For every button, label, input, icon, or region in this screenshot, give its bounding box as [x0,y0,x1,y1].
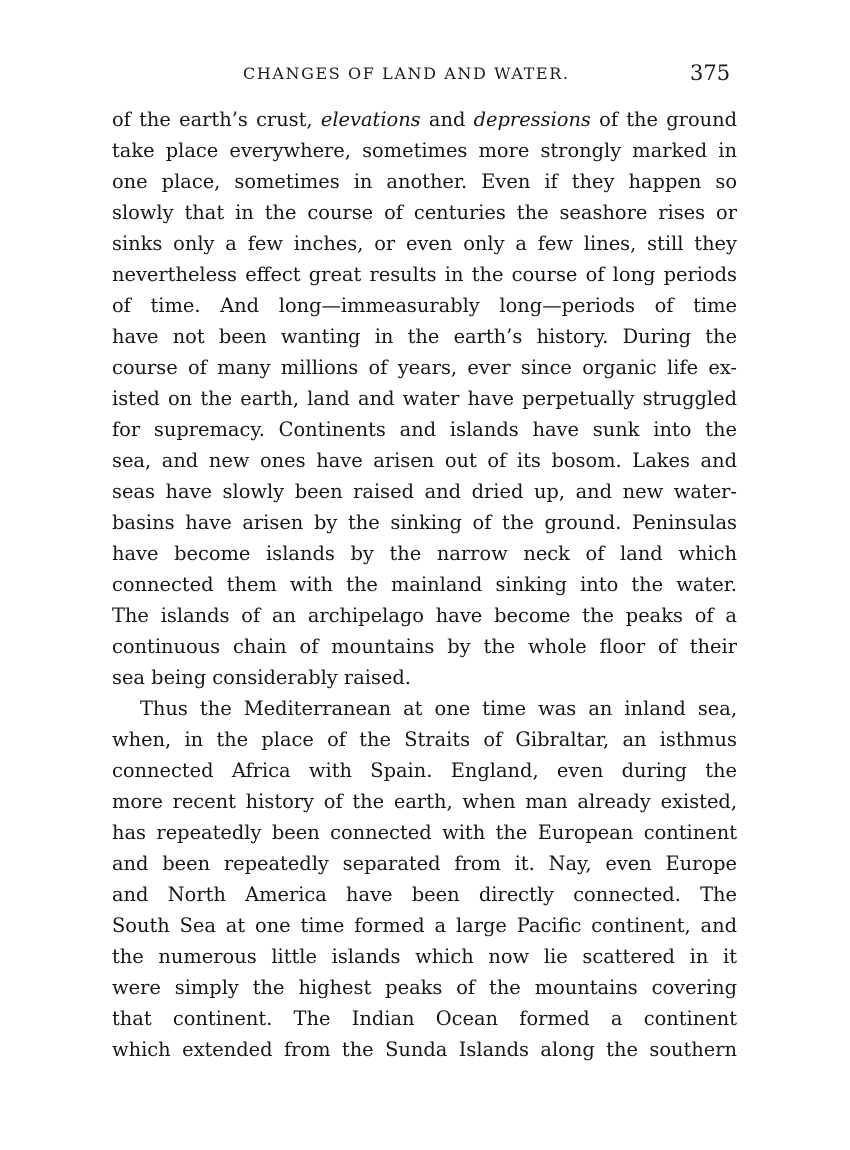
text-line: connected Africa with Spain. England, even during the [112,759,737,782]
text-line: connected them with the mainland sinking into the water. [112,573,737,596]
text-line: when, in the place of the Straits of Gibraltar, an isthmus [112,728,737,751]
text-line: of the earth’s crust, elevations and depressions of the ground [112,108,738,131]
page-number: 375 [690,61,731,85]
emphasis-depressions: depressions [473,108,591,131]
text-line: one place, sometimes in another. Even if they happen so [112,170,737,193]
text-line: sinks only a few inches, or even only a few lines, still they [112,232,737,255]
body-text [112,104,737,1065]
text-line: nevertheless effect great results in the course of long periods [112,263,737,286]
text-line: has repeatedly been connected with the European continent [112,821,737,844]
text-line: isted on the earth, land and water have perpetually struggled [112,387,737,410]
text-line: that continent. The Indian Ocean formed a continent [112,1007,737,1030]
text-line: The islands of an archipelago have become the peaks of a [112,604,737,627]
text-line: sea, and new ones have arisen out of its bosom. Lakes and [112,449,737,472]
text-line: take place everywhere, sometimes more strongly marked in [112,139,737,162]
text-line: basins have arisen by the sinking of the ground. Peninsulas [112,511,737,534]
text-line: more recent history of the earth, when man already existed, [112,790,737,813]
text-line: and been repeatedly separated from it. Nay, even Europe [112,852,737,875]
text-line: were simply the highest peaks of the mountains covering [112,976,737,999]
text-line: have not been wanting in the earth’s history. During the [112,325,737,348]
text-line: which extended from the Sunda Islands along the southern [112,1038,737,1061]
text-line: seas have slowly been raised and dried up, and new water- [112,480,737,503]
text-line: continuous chain of mountains by the whole floor of their [112,635,737,658]
text-line: have become islands by the narrow neck of land which [112,542,737,565]
running-head: CHANGES OF LAND AND WATER. [243,64,570,83]
emphasis-elevations: elevations [320,108,421,131]
text-line: Thus the Mediterranean at one time was an inland sea, [140,697,737,720]
text-line: course of many millions of years, ever since organic life ex- [112,356,737,379]
text-line: and North America have been directly connected. The [112,883,737,906]
text-line: the numerous little islands which now lie scattered in it [112,945,737,968]
text-line: South Sea at one time formed a large Pacific continent, and [112,914,737,937]
text-line: of time. And long—immeasurably long—periods of time [112,294,737,317]
paragraph-1 [112,104,737,693]
text-line: slowly that in the course of centuries the seashore rises or [112,201,737,224]
text-line: for supremacy. Continents and islands have sunk into the [112,418,737,441]
text-line: sea being considerably raised. [112,666,411,689]
paragraph-2 [112,693,737,1065]
